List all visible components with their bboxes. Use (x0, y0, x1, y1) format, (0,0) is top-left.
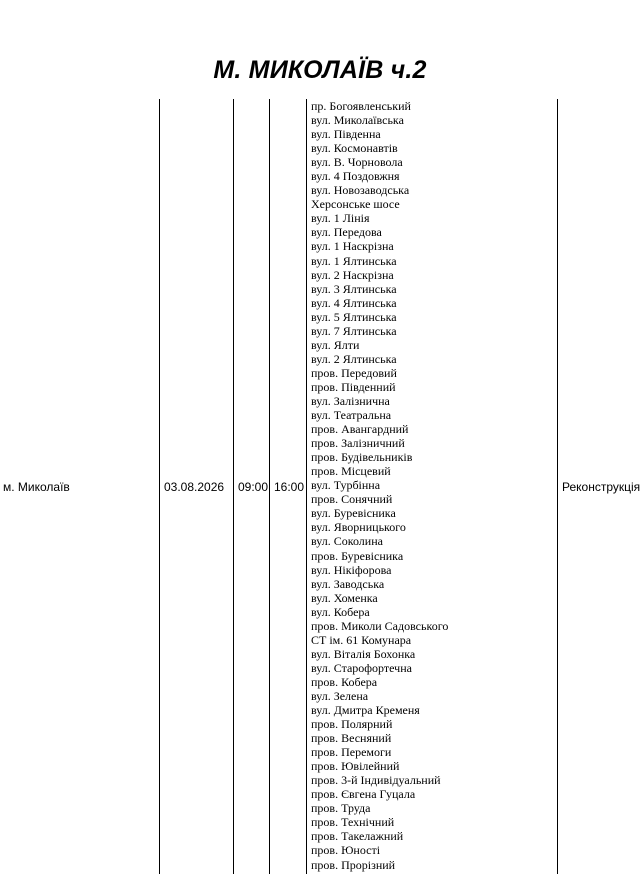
street-item: вул. 4 Поздовжня (311, 169, 400, 184)
street-item: пров. Залізничний (311, 436, 405, 451)
street-item: вул. 3 Ялтинська (311, 281, 397, 296)
street-item: вул. Театральна (311, 408, 392, 423)
street-item: вул. Буревісника (311, 506, 396, 521)
city-cell (3, 99, 70, 874)
street-item: вул. В. Чорновола (311, 155, 403, 170)
street-item: пров. Юності (311, 843, 381, 858)
page-title: М. МИКОЛАЇВ ч.2 (213, 56, 427, 84)
street-item: пр. Богоявленський (311, 99, 411, 113)
street-item: вул. Соколина (311, 534, 383, 549)
street-item: пров. Буревісника (311, 548, 404, 563)
street-item: вул. Кобера (311, 604, 370, 619)
street-list (311, 99, 448, 872)
street-item: вул. Зелена (311, 688, 369, 703)
column-divider (233, 99, 234, 874)
street-item: пров. Авангардний (311, 422, 409, 437)
date-cell (164, 99, 224, 874)
start-time: 09:00 (238, 479, 269, 494)
column-divider (159, 99, 160, 874)
street-item: вул. 4 Ялтинська (311, 295, 397, 310)
street-item: вул. Новозаводська (311, 183, 410, 198)
street-item: пров. Весняний (311, 731, 392, 746)
street-item: вул. 1 Лінія (311, 211, 370, 226)
street-item: вул. Нікіфорова (311, 562, 392, 577)
street-item: пров. Труда (311, 801, 371, 816)
street-item: пров. Передовий (311, 365, 397, 380)
street-item: вул. Яворницького (311, 520, 406, 535)
street-item: вул. 7 Ялтинська (311, 323, 397, 338)
street-item: вул. Південна (311, 127, 381, 142)
street-item: пров. Ювілейний (311, 759, 400, 774)
street-item: вул. Космонавтів (311, 141, 398, 156)
street-item: вул. Віталія Бохонка (311, 646, 416, 661)
street-item: пров. 3-й Індивідуальний (311, 773, 441, 788)
street-item: вул. Дмитра Кременя (311, 703, 420, 718)
street-item: вул. Старофортечна (311, 660, 412, 675)
street-item: пров. Євгена Гуцала (311, 787, 416, 802)
street-item: пров. Будівельників (311, 450, 413, 465)
start-time-cell (238, 99, 268, 874)
street-item: пров. Місцевий (311, 464, 391, 479)
street-item: пров. Сонячний (311, 492, 393, 507)
street-item: вул. 2 Ялтинська (311, 351, 397, 366)
street-item: вул. Передова (311, 225, 382, 240)
street-item: вул. Залізнична (311, 393, 390, 408)
outage-reason: Реконструкція (562, 479, 640, 494)
street-item: вул. Заводська (311, 576, 385, 591)
street-item: пров. Технічний (311, 815, 395, 830)
street-item: вул. 5 Ялтинська (311, 309, 397, 324)
street-item: пров. Перемоги (311, 745, 392, 760)
street-item: пров. Південний (311, 379, 396, 394)
street-item: Херсонське шосе (311, 197, 400, 212)
street-item: пров. Прорізний (311, 857, 396, 872)
street-item: вул. Турбінна (311, 478, 381, 493)
street-item: вул. 1 Наскрізна (311, 239, 394, 254)
street-item: пров. Полярний (311, 717, 393, 732)
street-item: вул. 1 Ялтинська (311, 253, 397, 268)
column-divider (306, 99, 307, 874)
end-time: 16:00 (274, 479, 305, 494)
column-divider (557, 99, 558, 874)
street-item: пров. Миколи Садовського (311, 618, 449, 633)
street-item: вул. Хоменка (311, 590, 378, 605)
street-item: пров. Кобера (311, 674, 378, 689)
column-divider (269, 99, 270, 874)
street-item: вул. Миколаївська (311, 113, 404, 128)
city-name: м. Миколаїв (3, 479, 70, 494)
street-item: вул. Ялти (311, 337, 360, 352)
street-item: СТ ім. 61 Комунара (311, 632, 412, 647)
reason-cell (562, 99, 640, 874)
street-item: пров. Такелажний (311, 829, 404, 844)
outage-date: 03.08.2026 (164, 479, 225, 494)
end-time-cell (274, 99, 304, 874)
street-item: вул. 2 Наскрізна (311, 267, 394, 282)
